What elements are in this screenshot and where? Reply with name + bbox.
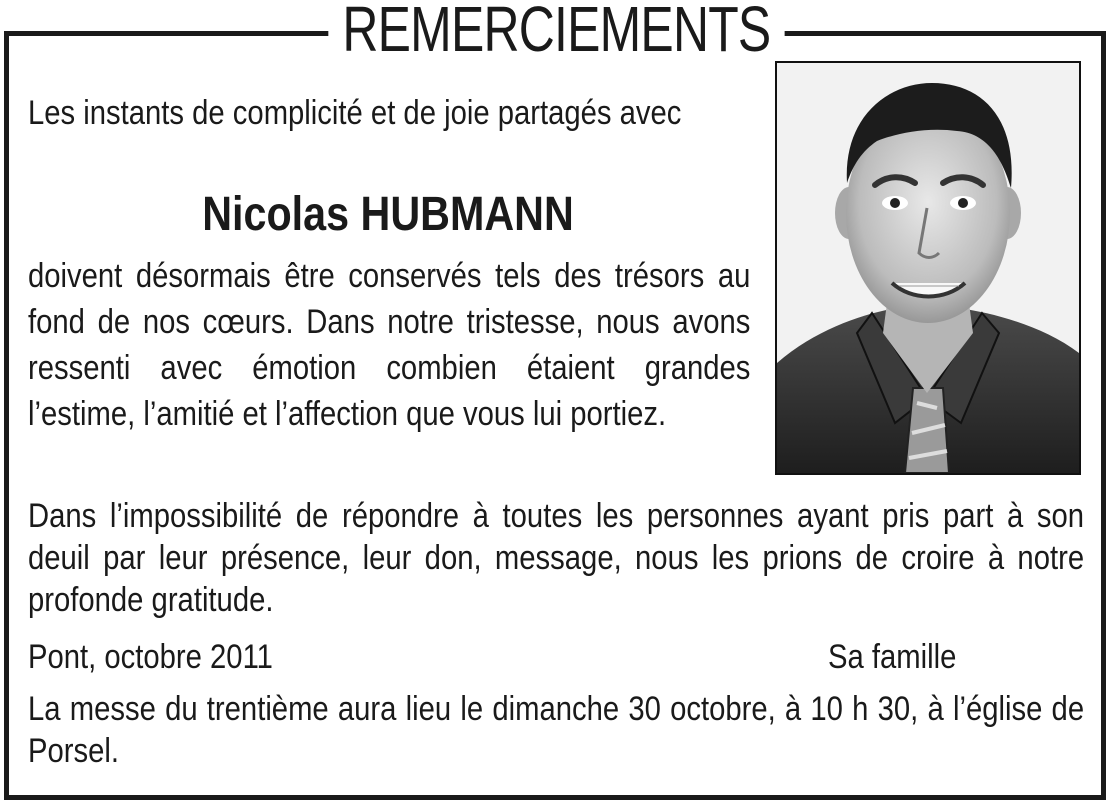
paragraph-memories: doivent désormais être conservés tels des trésors au fond de nos cœurs. Dans notre tristesse, nous avons ressenti avec émotion combien étaient grandes l’estime, l’amitié et l’affection que vous lui portiez. <box>28 257 751 433</box>
mass-announcement: La messe du trentième aura lieu le dimanche 30 octobre, à 10 h 30, à l’église de Porsel. <box>28 690 1085 770</box>
deceased-name: Nicolas HUBMANN <box>202 188 574 241</box>
notice-title: REMERCIEMENTS <box>328 0 784 62</box>
place-date: Pont, octobre 2011 <box>28 638 273 676</box>
paragraph-gratitude: Dans l’impossibilité de répondre à toutes les personnes ayant pris part à son deuil par leur présence, leur don, message, nous les prions de croire à notre profonde gratitude. <box>28 497 1085 619</box>
signature: Sa famille <box>828 638 957 676</box>
portrait-icon <box>777 63 1079 473</box>
portrait-photo <box>775 61 1081 475</box>
intro-text: Les instants de complicité et de joie partagés avec <box>28 94 682 132</box>
title-bar <box>0 0 1112 65</box>
